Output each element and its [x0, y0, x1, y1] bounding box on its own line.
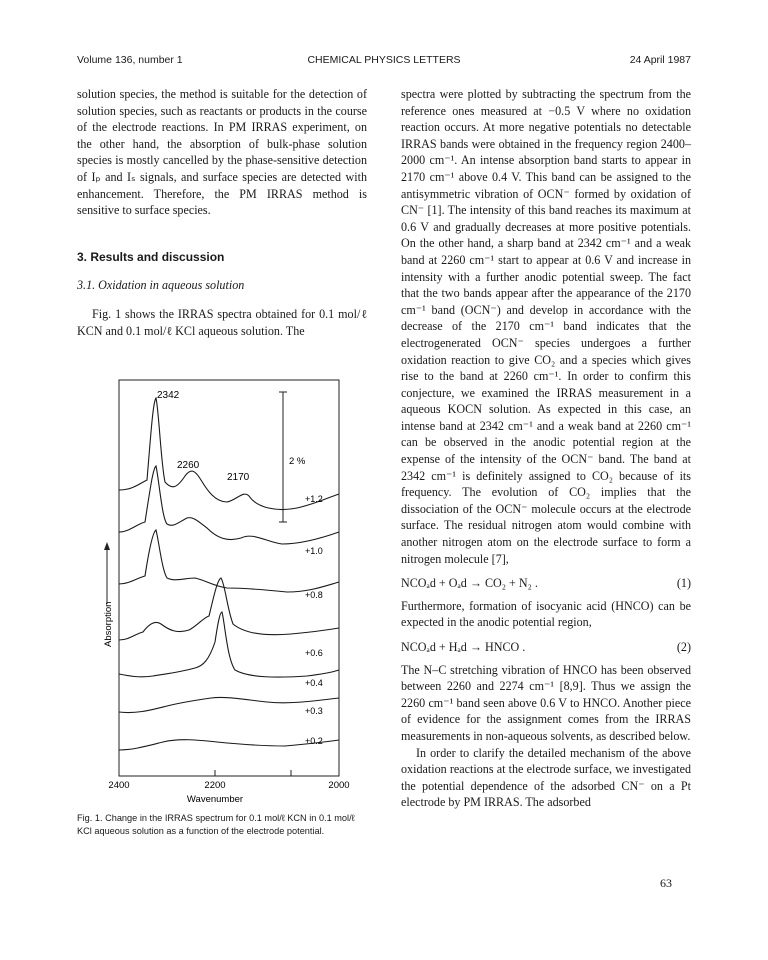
equation-1: [401, 575, 691, 592]
potential-labels: [305, 494, 323, 746]
right-paragraph-4: In order to clarify the detailed mechanism of the above oxidation reactions at the electrode surface, we investigated the potential dependence of the adsorbed CN⁻ on a Pt electrode by PM IRRAS. The adsorbed: [401, 745, 691, 810]
potential-label: +0.3: [305, 706, 323, 716]
equation-2: [401, 639, 691, 656]
right-paragraph-3: The N–C stretching vibration of HNCO has been observed between 2260 and 2274 cm⁻¹ [8,9]. Thus we assign the 2260 cm⁻¹ band seen above 0.6 V to HNCO. Another piece of evidence for the assignment comes from the IRRAS measurements in non-aqueous solvents, as described below.: [401, 662, 691, 743]
right-paragraph-2: Furthermore, formation of isocyanic acid (HNCO) can be expected in the anodic potential region,: [401, 598, 691, 630]
spectra-plot: [77, 372, 367, 812]
figure-caption: Fig. 1. Change in the IRRAS spectrum for 0.1 mol/ℓ KCN in 0.1 mol/ℓ KCl aqueous solution as a function of the electrode potential.: [77, 813, 355, 836]
page-number: 63: [660, 876, 672, 890]
trace-0.4: [119, 612, 339, 677]
peak-label-2260: 2260: [177, 460, 200, 471]
x-tick-label: 2000: [328, 780, 350, 791]
equation-1-number: (1): [676, 576, 691, 591]
x-axis-label: Wavenumber: [186, 794, 244, 805]
y-axis-label: Absorption: [103, 601, 114, 647]
right-paragraph-1: spectra were plotted by subtracting the spectrum from the reference ones measured at −0.5 V where no oxidation reaction occurs. At more negative potentials no detectable IRRAS bands were obtained in the frequency region 2400–2000 cm⁻¹. An intense absorption band starts to appear in 2170 cm⁻¹ above 0.4 V. This band can be assigned to the antisymmetric vibration of OCN⁻ formed by oxidation of CN⁻ [1]. The intensity of this band reaches its maximum at 0.6 V and gradually decreases at more positive potentials. On the other hand, a sharp band at 2342 cm⁻¹ and a weak band at 2260 cm⁻¹ start to appear at 0.6 V and increase in intensity with a further anodic potential sweep. The fact that the two bands appear after the appearance of the 2170 cm⁻¹ band (OCN⁻) and develop in accordance with the decrease of the 2170 cm⁻¹ band indicates that the electrogenerated OCN⁻ species undergoes a further oxidation reaction to give CO₂ and a species which gives rise to the band at 2260 cm⁻¹. In order to confirm this conjecture, we examined the IRRAS measurement in a aqueous KOCN solution. As expected in this case, an intense band at 2342 cm⁻¹ and a weak band at 2260 cm⁻¹ can be observed in the anodic potential region at the expense of the intensity of the OCN⁻ band. The band at 2342 cm⁻¹ is definitely assigned to CO₂ because of its frequency. The evolution of CO₂ implies that the dissociation of the OCN⁻ molecule occurs at the electrode surface. The residual nitrogen atom would combine with another nitrogen atom on the electrode surface to form a nitrogen molecule [7],: [401, 87, 691, 566]
potential-label: +0.4: [305, 678, 323, 688]
peak-label-2342: 2342: [157, 390, 180, 401]
plot-frame: [119, 380, 339, 776]
subsection-heading: 3.1. Oxidation in aqueous solution: [77, 278, 245, 293]
right-column: [401, 86, 691, 811]
equation-2-number: (2): [676, 640, 691, 654]
trace-0.6: [119, 578, 339, 640]
potential-label: +0.6: [305, 648, 323, 658]
scale-bar-label: 2 %: [289, 456, 306, 467]
section-heading: 3. Results and discussion: [77, 249, 225, 264]
left-paragraph-2: Fig. 1 shows the IRRAS spectra obtained for 0.1 mol/ℓ KCN and 0.1 mol/ℓ KCl aqueous solution. The: [77, 306, 367, 338]
spectra-traces: [119, 398, 339, 750]
left-column: [77, 86, 367, 339]
x-tick-label: 2200: [204, 780, 226, 791]
potential-label: +1.2: [305, 494, 323, 504]
equation-1-formula: NCOₐd + Oₐd → CO₂ + N₂ .: [401, 576, 538, 591]
trace-1.2: [119, 398, 339, 510]
figure-1: [77, 372, 367, 872]
issue-date: 24 April 1987: [629, 54, 691, 66]
y-axis-arrowhead: [104, 542, 110, 550]
x-tick-labels: [108, 780, 349, 791]
left-paragraph-1: solution species, the method is suitable for the detection of solution species, such as reactants or products in the course of the electrode reactions. In PM IRRAS experiment, on the other hand, the absorption of bulk-phase solution species is mostly cancelled by the phase-sensitive detection of Iₚ and Iₛ signals, and surface species are detected with enhancement. Therefore, the PM IRRAS method is sensitive to surface species.: [77, 87, 367, 218]
equation-2-formula: NCOₐd + Hₐd → HNCO .: [401, 640, 526, 654]
journal-title: CHEMICAL PHYSICS LETTERS: [307, 54, 461, 66]
potential-label: +1.0: [305, 546, 323, 556]
running-header: [77, 54, 691, 70]
peak-label-2170: 2170: [227, 472, 250, 483]
potential-label: +0.2: [305, 736, 323, 746]
potential-label: +0.8: [305, 590, 323, 600]
x-tick-label: 2400: [108, 780, 130, 791]
volume-label: Volume 136, number 1: [77, 54, 183, 66]
